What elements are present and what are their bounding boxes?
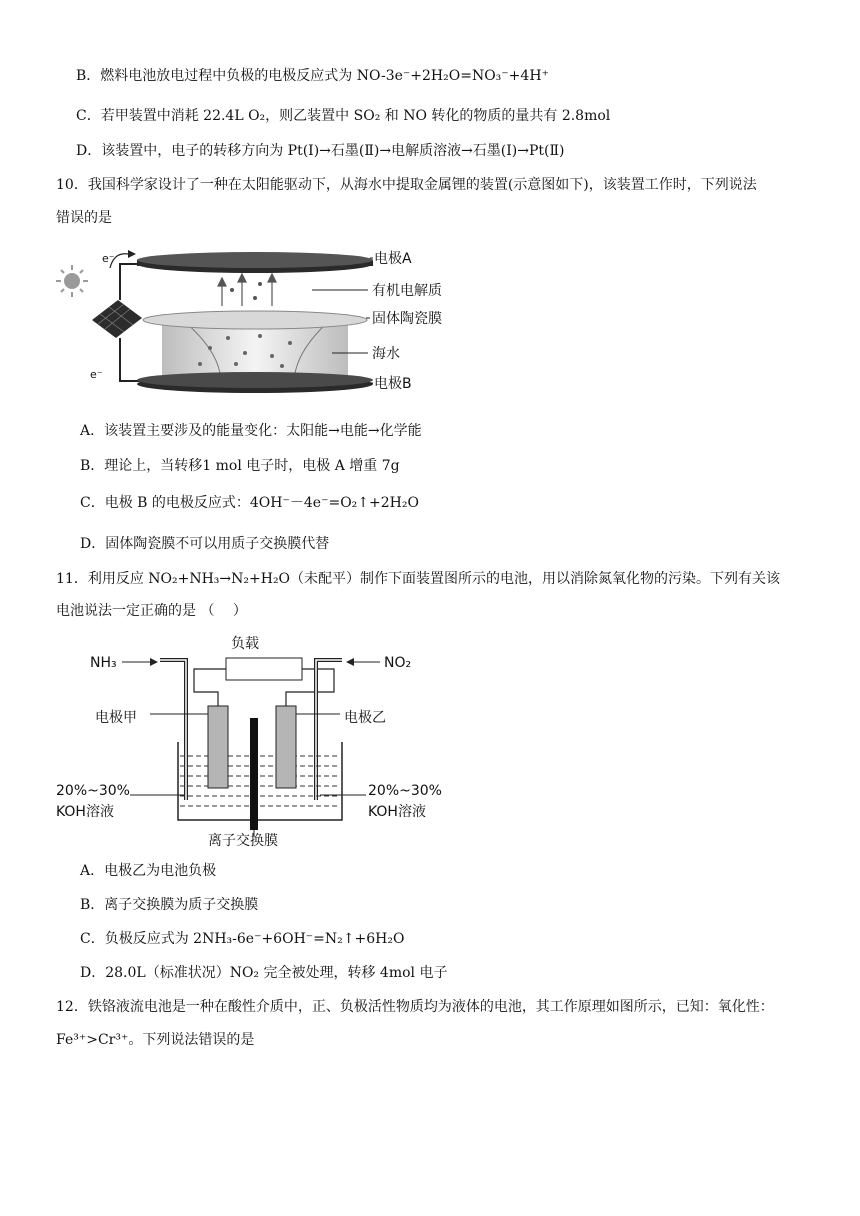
q11-stem-line1: 11．利用反应 NO₂+NH₃→N₂+H₂O（未配平）制作下面装置图所示的电池，用以消除氮氧化物的污染。下列有关该 — [56, 571, 781, 587]
q10-option-a: A．该装置主要涉及的能量变化：太阳能→电能→化学能 — [80, 423, 422, 439]
koh-left-line2: KOH溶液 — [56, 804, 114, 820]
sun-icon — [56, 265, 88, 297]
q12-stem-line1: 12．铁铬液流电池是一种在酸性介质中，正、负极活性物质均为液体的电池，其工作原理如图所示，已知：氧化性： — [56, 999, 774, 1015]
q9-option-c: C．若甲装置中消耗 22.4L O₂，则乙装置中 SO₂ 和 NO 转化的物质的量共有 2.8mol — [76, 108, 611, 124]
q11-option-d: D．28.0L（标准状况）NO₂ 完全被处理，转移 4mol 电子 — [80, 965, 448, 981]
electron-label-bottom: e⁻ — [90, 368, 103, 381]
q11-option-b: B．离子交换膜为质子交换膜 — [80, 897, 259, 913]
q11-battery-diagram — [50, 632, 450, 854]
q10-option-b: B．理论上，当转移1 mol 电子时，电极 A 增重 7g — [80, 458, 400, 474]
q10-option-c: C．电极 B 的电极反应式：4OH⁻－4e⁻=O₂↑+2H₂O — [80, 495, 419, 511]
koh-right-line1: 20%~30% — [368, 783, 442, 799]
electron-label-top: e⁻ — [102, 252, 115, 265]
ceramic-membrane-label: 固体陶瓷膜 — [372, 311, 442, 327]
q9-option-d: D．该装置中，电子的转移方向为 Pt(Ⅰ)→石墨(Ⅱ)→电解质溶液→石墨(Ⅰ)→Pt(Ⅱ) — [76, 143, 565, 159]
electrode-b-label: 电极B — [374, 376, 412, 392]
ion-exchange-membrane-label: 离子交换膜 — [208, 833, 278, 849]
electrode-jia-label: 电极甲 — [95, 710, 137, 726]
q10-stem-line1: 10．我国科学家设计了一种在太阳能驱动下，从海水中提取金属锂的装置(示意图如下)，该装置工作时，下列说法 — [56, 177, 757, 193]
electrode-yi-label: 电极乙 — [344, 710, 386, 726]
q10-stem-line2: 错误的是 — [56, 210, 112, 226]
solar-panel-icon — [92, 300, 142, 338]
q9-option-b: B．燃料电池放电过程中负极的电极反应式为 NO-3e⁻+2H₂O=NO₃⁻+4H⁺ — [76, 68, 549, 84]
electrode-a-label: 电极A — [374, 251, 412, 267]
q10-lithium-extraction-diagram — [50, 238, 470, 398]
q11-option-c: C．负极反应式为 2NH₃-6e⁻+6OH⁻=N₂↑+6H₂O — [80, 931, 405, 947]
nh3-label: NH₃ — [90, 655, 117, 671]
koh-left-line1: 20%~30% — [56, 783, 130, 799]
no2-label: NO₂ — [384, 655, 412, 671]
q12-stem-line2: Fe³⁺>Cr³⁺。下列说法错误的是 — [56, 1032, 255, 1048]
q11-option-a: A．电极乙为电池负极 — [80, 863, 217, 879]
q10-option-d: D．固体陶瓷膜不可以用质子交换膜代替 — [80, 536, 330, 552]
organic-electrolyte-label: 有机电解质 — [372, 283, 442, 299]
seawater-label: 海水 — [372, 346, 400, 362]
load-label: 负载 — [231, 636, 259, 652]
q11-stem-line2: 电池说法一定正确的是 （ ） — [56, 603, 247, 619]
koh-right-line2: KOH溶液 — [368, 804, 426, 820]
